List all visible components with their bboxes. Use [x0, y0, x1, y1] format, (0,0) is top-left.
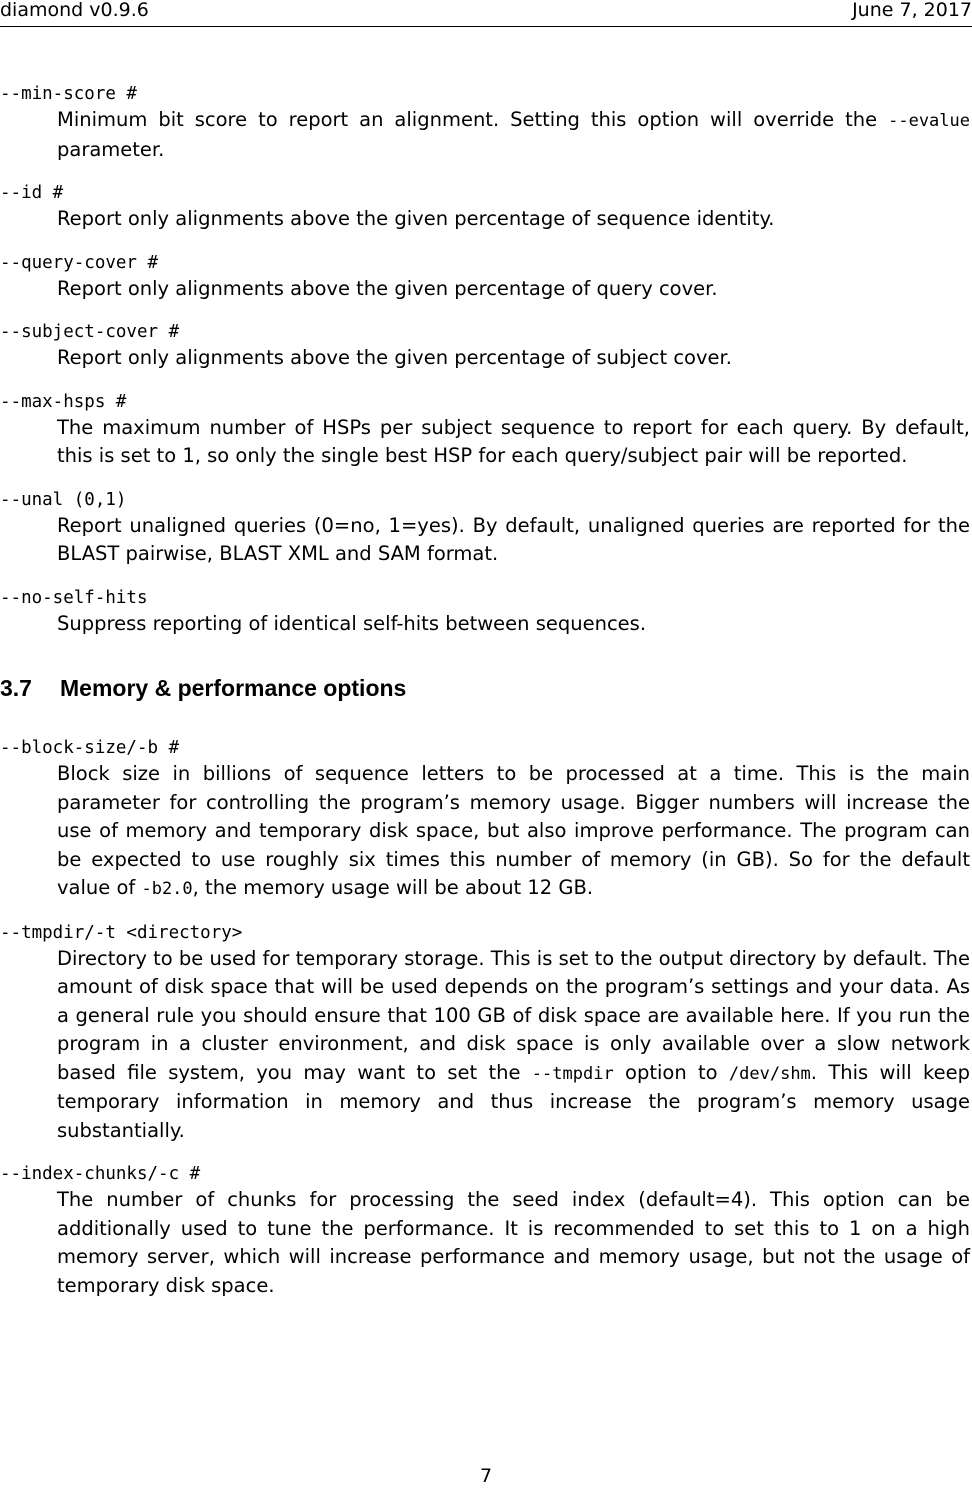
option-id — [0, 181, 970, 234]
option-name: --no-self-hits — [0, 587, 148, 608]
description-text: , the memory usage will be about 12 GB. — [192, 876, 594, 899]
section-heading — [0, 674, 970, 702]
option-description: Report unaligned queries (0=no, 1=yes). By default, unaligned queries are reported for the BLAST pairwise, BLAST XML and SAM format. — [57, 513, 970, 565]
description-text: . This will keep temporary information in memory and thus increase the program’s memory usage substantially. — [57, 1060, 970, 1142]
option-description: Report only alignments above the given percentage of subject cover. — [57, 346, 732, 369]
section-title: Memory & performance options — [60, 675, 407, 701]
description-text: Block size in billions of sequence letters to be processed at a time. This is the main parameter for controlling the program’s memory usage. Bigger numbers will increase the use of memory and temporary disk space, but also improve performance. The program can be expected to use roughly six times this number of memory (in GB). So for the default value of — [57, 762, 970, 899]
header-title: diamond v0.9.6 — [0, 0, 149, 21]
code-inline: /dev/shm — [728, 1063, 811, 1084]
option-subject-cover — [0, 320, 970, 373]
option-description: The number of chunks for processing the seed index (default=4). This option can be additionally used to tune the performance. It is recommended to set this to 1 on a high memory server, which will increase performance and memory usage, but not the usage of temporary disk space. — [57, 1188, 970, 1297]
option-name: --tmpdir/-t <directory> — [0, 922, 243, 943]
option-name: --unal (0,1) — [0, 489, 127, 510]
option-name: --query-cover # — [0, 252, 159, 273]
description-text: Minimum bit score to report an alignment. Setting this option will override the — [57, 108, 889, 131]
option-description — [57, 106, 970, 164]
code-inline: -b2.0 — [141, 879, 193, 899]
code-inline: --evalue — [888, 111, 970, 131]
option-block-size — [0, 736, 970, 904]
option-tmpdir — [0, 921, 970, 1146]
option-description: Report only alignments above the given percentage of query cover. — [57, 276, 718, 300]
option-description: Report only alignments above the given percentage of sequence identity. — [57, 207, 775, 230]
description-text: Directory to be used for temporary storage. This is set to the output directory by default. The amount of disk space that will be used depends on the program’s settings and your data. As a general rule you should ensure that 100 GB of disk space are available here. If you run the program in a cluster environment, and disk space is only available over a slow network based file system, you may want to set the — [57, 946, 970, 1084]
option-query-cover — [0, 251, 970, 304]
header-date: June 7, 2017 — [852, 0, 972, 21]
option-name: --max-hsps # — [0, 391, 127, 412]
option-index-chunks — [0, 1162, 970, 1300]
option-description — [57, 760, 970, 904]
code-inline: --tmpdir — [531, 1063, 614, 1084]
option-description — [57, 945, 970, 1146]
option-description: Suppress reporting of identical self-hits between sequences. — [57, 611, 647, 635]
option-description: The maximum number of HSPs per subject sequence to report for each query. By default, this is set to 1, so only the single best HSP for each query/subject pair will be reported. — [57, 415, 970, 467]
option-name: --block-size/-b # — [0, 738, 180, 758]
option-name: --id # — [0, 183, 64, 203]
option-name: --min-score # — [0, 84, 137, 104]
page-body — [0, 82, 970, 1317]
section-number: 3.7 — [0, 675, 32, 701]
option-unal — [0, 488, 970, 569]
page-number: 7 — [479, 1465, 493, 1487]
option-name: --subject-cover # — [0, 322, 180, 342]
description-text: parameter. — [57, 137, 165, 161]
description-text: option to — [613, 1060, 729, 1084]
option-no-self-hits — [0, 586, 970, 639]
option-min-score — [0, 82, 970, 164]
option-max-hsps — [0, 390, 970, 471]
option-name: --index-chunks/-c # — [0, 1164, 201, 1184]
running-header — [0, 0, 972, 27]
